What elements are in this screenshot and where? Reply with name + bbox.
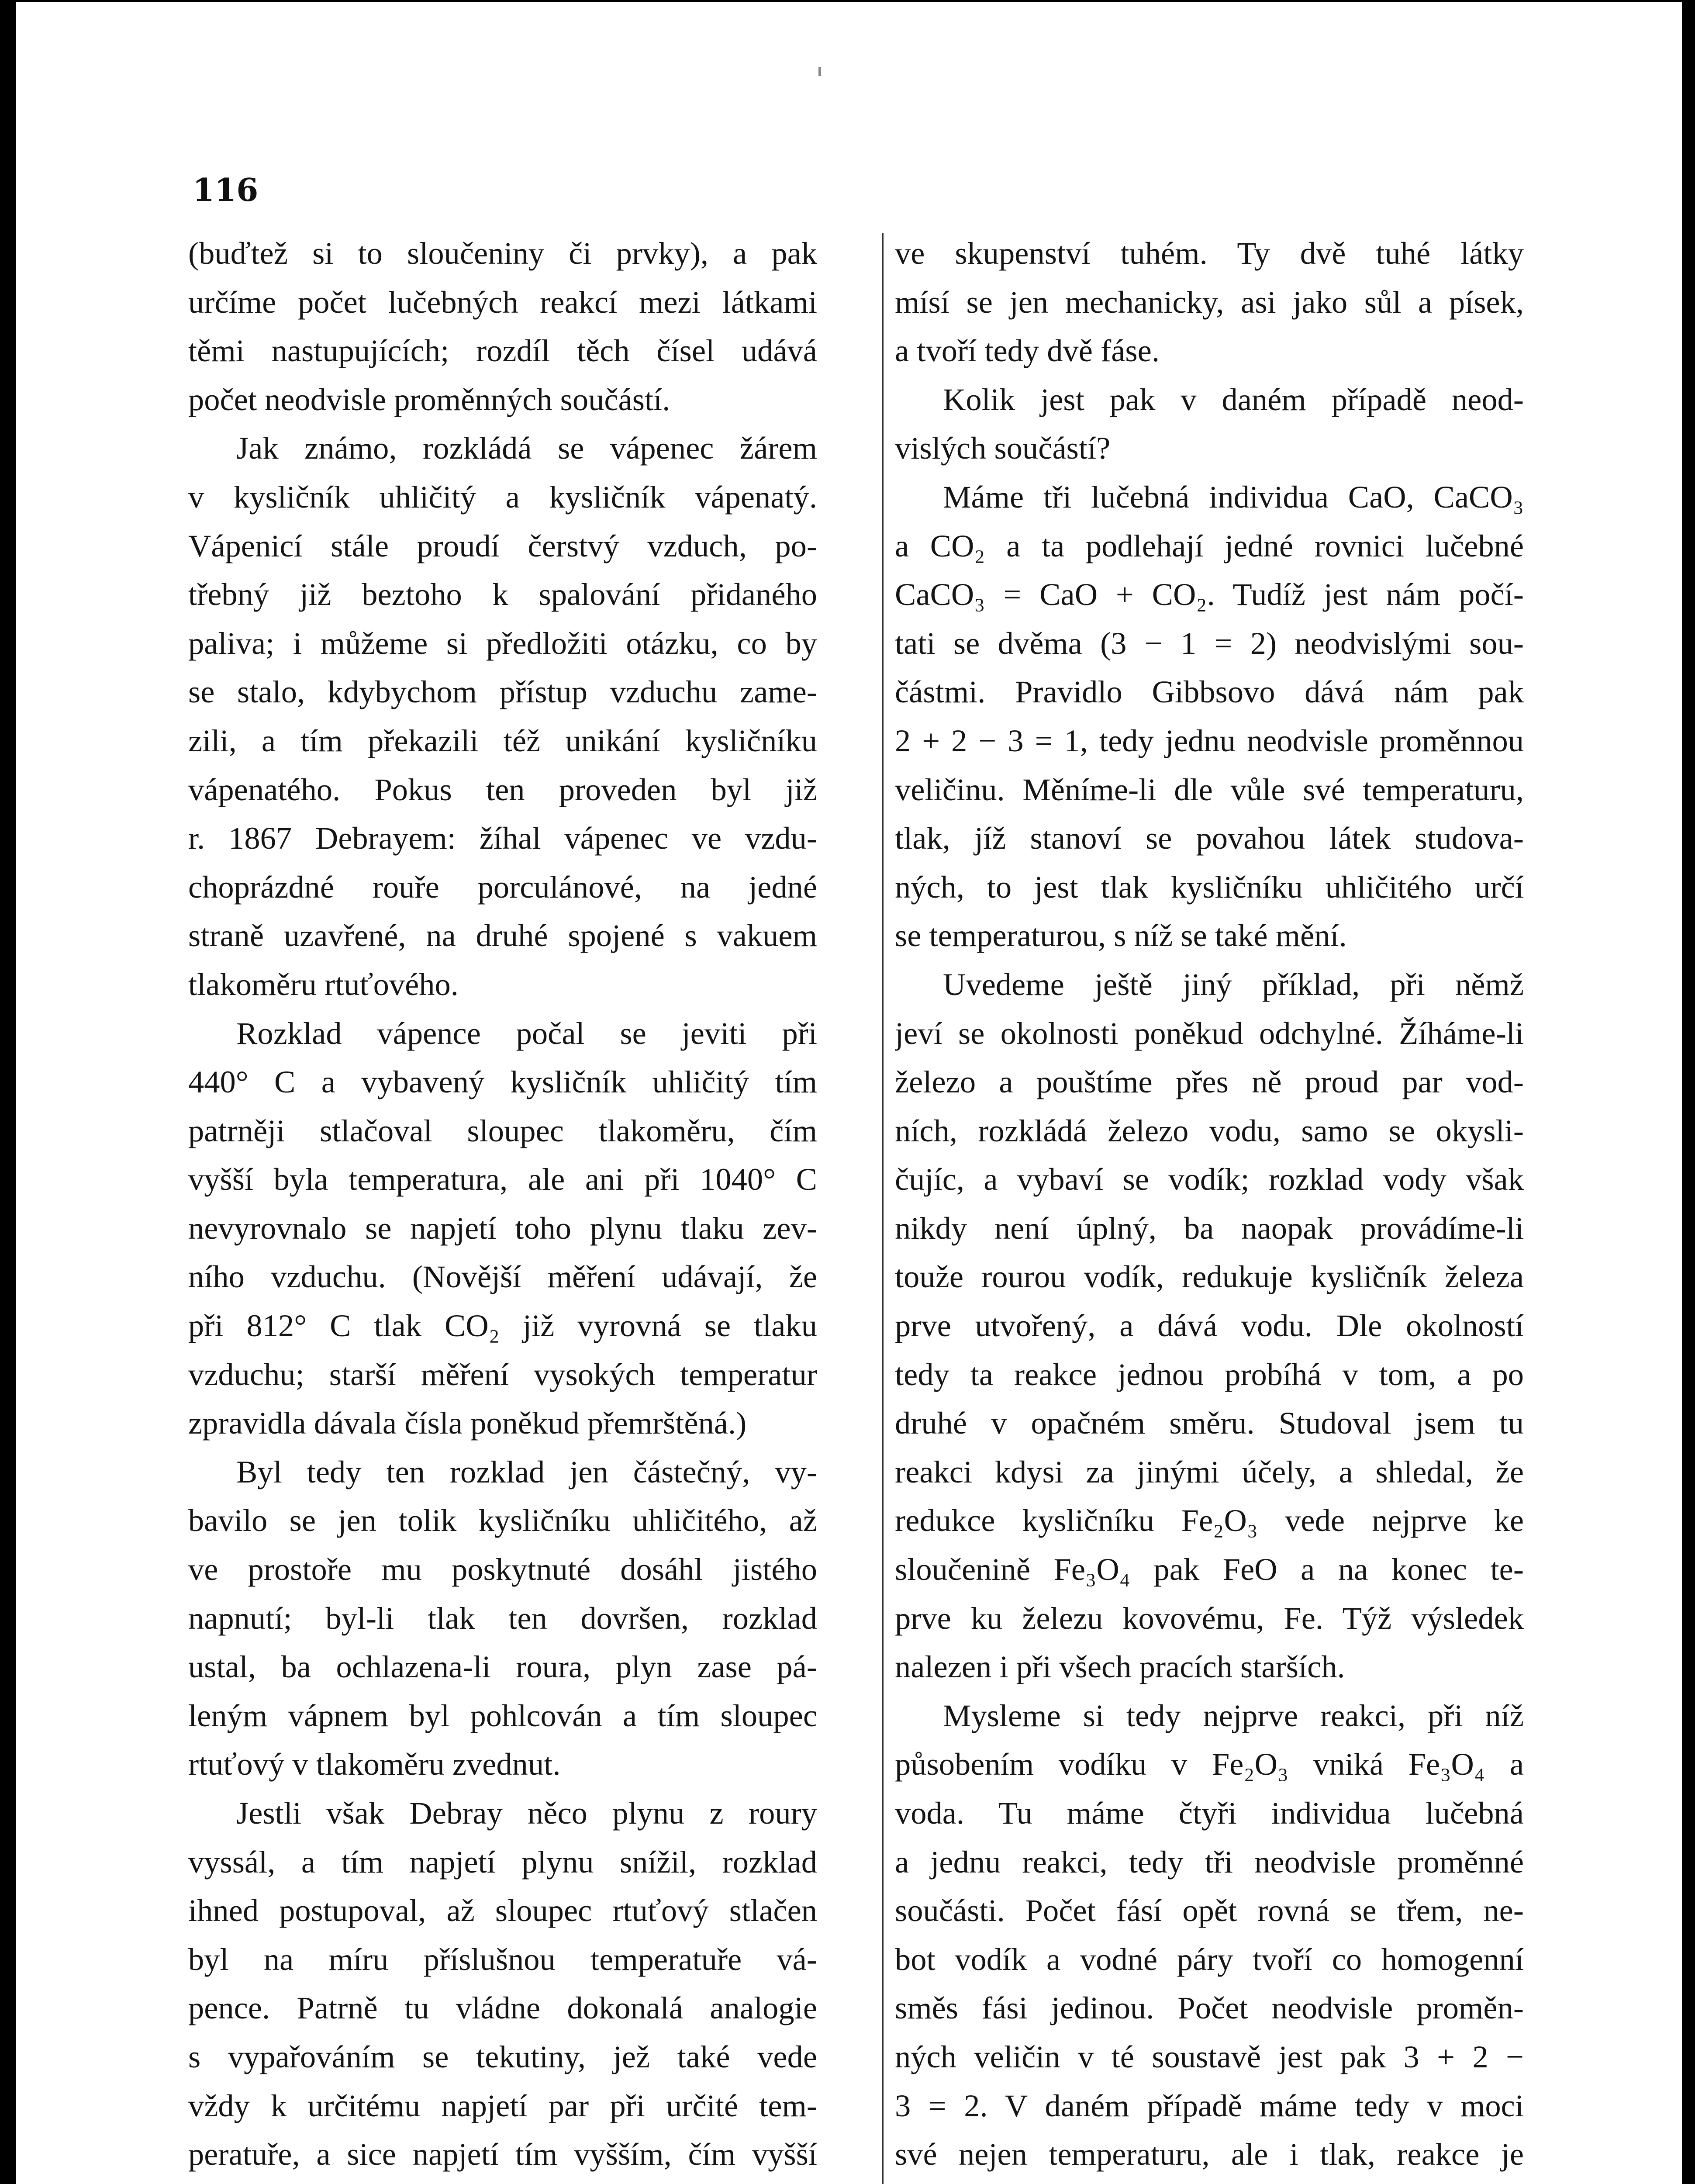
text-line: ve skupenství tuhém. Ty dvě tuhé látky	[895, 235, 1524, 271]
text-line: vápenatého. Pokus ten proveden byl již	[188, 771, 817, 807]
text-line: ního vzduchu. (Novější měření udávají, že	[188, 1259, 817, 1295]
page-number: 116	[193, 171, 259, 208]
text-line: Uvedeme ještě jiný příklad, při němž	[943, 966, 1524, 1002]
text-line: s vypařováním se tekutiny, jež také vede	[188, 2039, 817, 2074]
text-line: touže rourou vodík, redukuje kysličník železa	[895, 1259, 1524, 1295]
text-line: se temperaturou, s níž se také mění.	[895, 918, 1347, 954]
text-line: v kysličník uhličitý a kysličník vápenatý.	[188, 479, 817, 515]
text-line: těmi nastupujících; rozdíl těch čísel udává	[188, 333, 817, 369]
text-line: ních, rozkládá železo vodu, samo se okysli-	[895, 1113, 1524, 1148]
text-line: Jestli však Debray něco plynu z roury	[236, 1795, 817, 1831]
text-line: Máme tři lučebná individua CaO, CaCO₃	[943, 479, 1524, 515]
text-line: směs fási jedinou. Počet neodvisle proměn-	[895, 1990, 1524, 2026]
text-line: vždy k určitému napjetí par při určité tem-	[188, 2087, 817, 2123]
text-line: a CO₂ a ta podlehají jedné rovnici lučebné	[895, 528, 1524, 563]
text-line: pence. Patrně tu vládne dokonalá analogie	[188, 1990, 817, 2026]
right-column	[895, 229, 1524, 2184]
text-line: prve utvořený, a dává vodu. Dle okolností	[895, 1308, 1524, 1344]
text-line: leným vápnem byl pohlcován a tím sloupec	[188, 1697, 817, 1733]
text-line: rtuťový v tlakoměru zvednut.	[188, 1746, 561, 1782]
text-line: Kolik jest pak v daném případě neod-	[943, 381, 1524, 417]
text-line	[188, 2179, 817, 2184]
text-line: při 812° C tlak CO₂ již vyrovná se tlaku	[188, 1308, 817, 1344]
text-line: paliva; i můžeme si předložiti otázku, co by	[188, 625, 817, 661]
text-line: jeví se okolnosti poněkud odchylné. Žíháme-li	[895, 1015, 1524, 1051]
text-line: a jednu reakci, tedy tři neodvisle proměnné	[895, 1844, 1524, 1880]
column-divider	[882, 233, 884, 2184]
text-line: ných, to jest tlak kysličníku uhličitého určí	[895, 869, 1524, 905]
text-line: vyssál, a tím napjetí plynu snížil, rozklad	[188, 1844, 817, 1880]
text-line: určíme počet lučebných reakcí mezi látkami	[188, 284, 817, 320]
text-line: vyšší byla temperatura, ale ani při 1040° C	[188, 1161, 817, 1197]
text-line: tedy ta reakce jednou probíhá v tom, a po	[895, 1356, 1524, 1392]
text-line: vislých součástí?	[895, 430, 1111, 466]
text-line: se stalo, kdybychom přístup vzduchu zame-	[188, 674, 817, 710]
text-line: ve prostoře mu poskytnuté dosáhl jistého	[188, 1552, 817, 1587]
text-line: reakci kdysi za jinými účely, a shledal, že	[895, 1454, 1524, 1489]
text-line: byl na míru příslušnou temperatuře vá-	[188, 1941, 817, 1977]
text-line: působením vodíku v Fe₂O₃ vniká Fe₃O₄ a	[895, 1746, 1524, 1782]
text-line: veličinu. Měníme-li dle vůle své temperaturu,	[895, 771, 1524, 807]
text-line: zili, a tím překazili též unikání kysličníku	[188, 722, 817, 758]
text-line: ustal, ba ochlazena-li roura, plyn zase pá-	[188, 1649, 817, 1685]
text-line: choprázdné rouře porculánové, na jedné	[188, 869, 817, 905]
text-line: třebný již beztoho k spalování přidaného	[188, 577, 817, 612]
text-line: zpravidla dávala čísla poněkud přemrštěná.)	[188, 1405, 747, 1441]
text-line: prve ku železu kovovému, Fe. Týž výsledek	[895, 1600, 1524, 1636]
text-line: Byl tedy ten rozklad jen částečný, vy-	[236, 1454, 817, 1489]
text-line: Jak známo, rozkládá se vápenec žárem	[236, 430, 817, 466]
text-line: nikdy není úplný, ba naopak provádíme-li	[895, 1210, 1524, 1246]
book-page	[16, 2, 1682, 2184]
text-line: Vápenicí stále proudí čerstvý vzduch, po-	[188, 528, 817, 563]
text-line: nalezen i při všech pracích starších.	[895, 1649, 1345, 1685]
text-line: napnutí; byl-li tlak ten dovršen, rozklad	[188, 1600, 817, 1636]
text-line: své nejen temperaturu, ale i tlak, reakce je	[895, 2136, 1524, 2172]
text-line: tati se dvěma (3 − 1 = 2) neodvislými sou-	[895, 625, 1524, 661]
text-line: sloučenině Fe₃O₄ pak FeO a na konec te-	[895, 1552, 1524, 1587]
text-line: součásti. Počet fásí opět rovná se třem, ne-	[895, 1893, 1524, 1928]
text-line: vzduchu; starší měření vysokých temperatur	[188, 1356, 817, 1392]
text-line: bot vodík a vodné páry tvoří co homogenní	[895, 1941, 1524, 1977]
scan-mark	[818, 67, 821, 76]
text-line: bavilo se jen tolik kysličníku uhličitého, až	[188, 1503, 817, 1538]
text-line: peratuře, a sice napjetí tím vyšším, čím vyšší	[188, 2136, 817, 2172]
text-line: 3 = 2. V daném případě máme tedy v moci	[895, 2087, 1524, 2123]
text-line: tlakoměru rtuťového.	[188, 966, 459, 1002]
text-line: částmi. Pravidlo Gibbsovo dává nám pak	[895, 674, 1524, 710]
text-line: Mysleme si tedy nejprve reakci, při níž	[943, 1697, 1524, 1733]
text-line: mísí se jen mechanicky, asi jako sůl a písek,	[895, 284, 1524, 320]
text-line: počet neodvisle proměnných součástí.	[188, 381, 670, 417]
left-column	[188, 229, 817, 2184]
text-line: ných veličin v té soustavě jest pak 3 + 2 −	[895, 2039, 1524, 2074]
text-line: redukce kysličníku Fe₂O₃ vede nejprve ke	[895, 1503, 1524, 1538]
text-line: (buďtež si to sloučeniny či prvky), a pak	[188, 235, 817, 271]
text-line: čujíc, a vybaví se vodík; rozklad vody však	[895, 1161, 1524, 1197]
text-line: tlak, jíž stanoví se povahou látek studova-	[895, 820, 1524, 856]
text-line	[895, 2179, 1524, 2184]
text-line: a tvoří tedy dvě fáse.	[895, 333, 1160, 369]
text-line: druhé v opačném směru. Studoval jsem tu	[895, 1405, 1524, 1441]
text-line: patrněji stlačoval sloupec tlakoměru, čím	[188, 1113, 817, 1148]
text-line: CaCO₃ = CaO + CO₂. Tudíž jest nám počí-	[895, 577, 1524, 612]
text-line: ihned postupoval, až sloupec rtuťový stlačen	[188, 1893, 817, 1928]
text-line: voda. Tu máme čtyři individua lučebná	[895, 1795, 1524, 1831]
text-line: 2 + 2 − 3 = 1, tedy jednu neodvisle proměnnou	[895, 722, 1524, 758]
text-line: r. 1867 Debrayem: žíhal vápenec ve vzdu-	[188, 820, 817, 856]
text-line: 440° C a vybavený kysličník uhličitý tím	[188, 1064, 817, 1100]
text-line: straně uzavřené, na druhé spojené s vakuem	[188, 918, 817, 954]
text-line: železo a pouštíme přes ně proud par vod-	[895, 1064, 1524, 1100]
text-line: Rozklad vápence počal se jeviti při	[236, 1015, 817, 1051]
text-line: nevyrovnalo se napjetí toho plynu tlaku zev-	[188, 1210, 817, 1246]
